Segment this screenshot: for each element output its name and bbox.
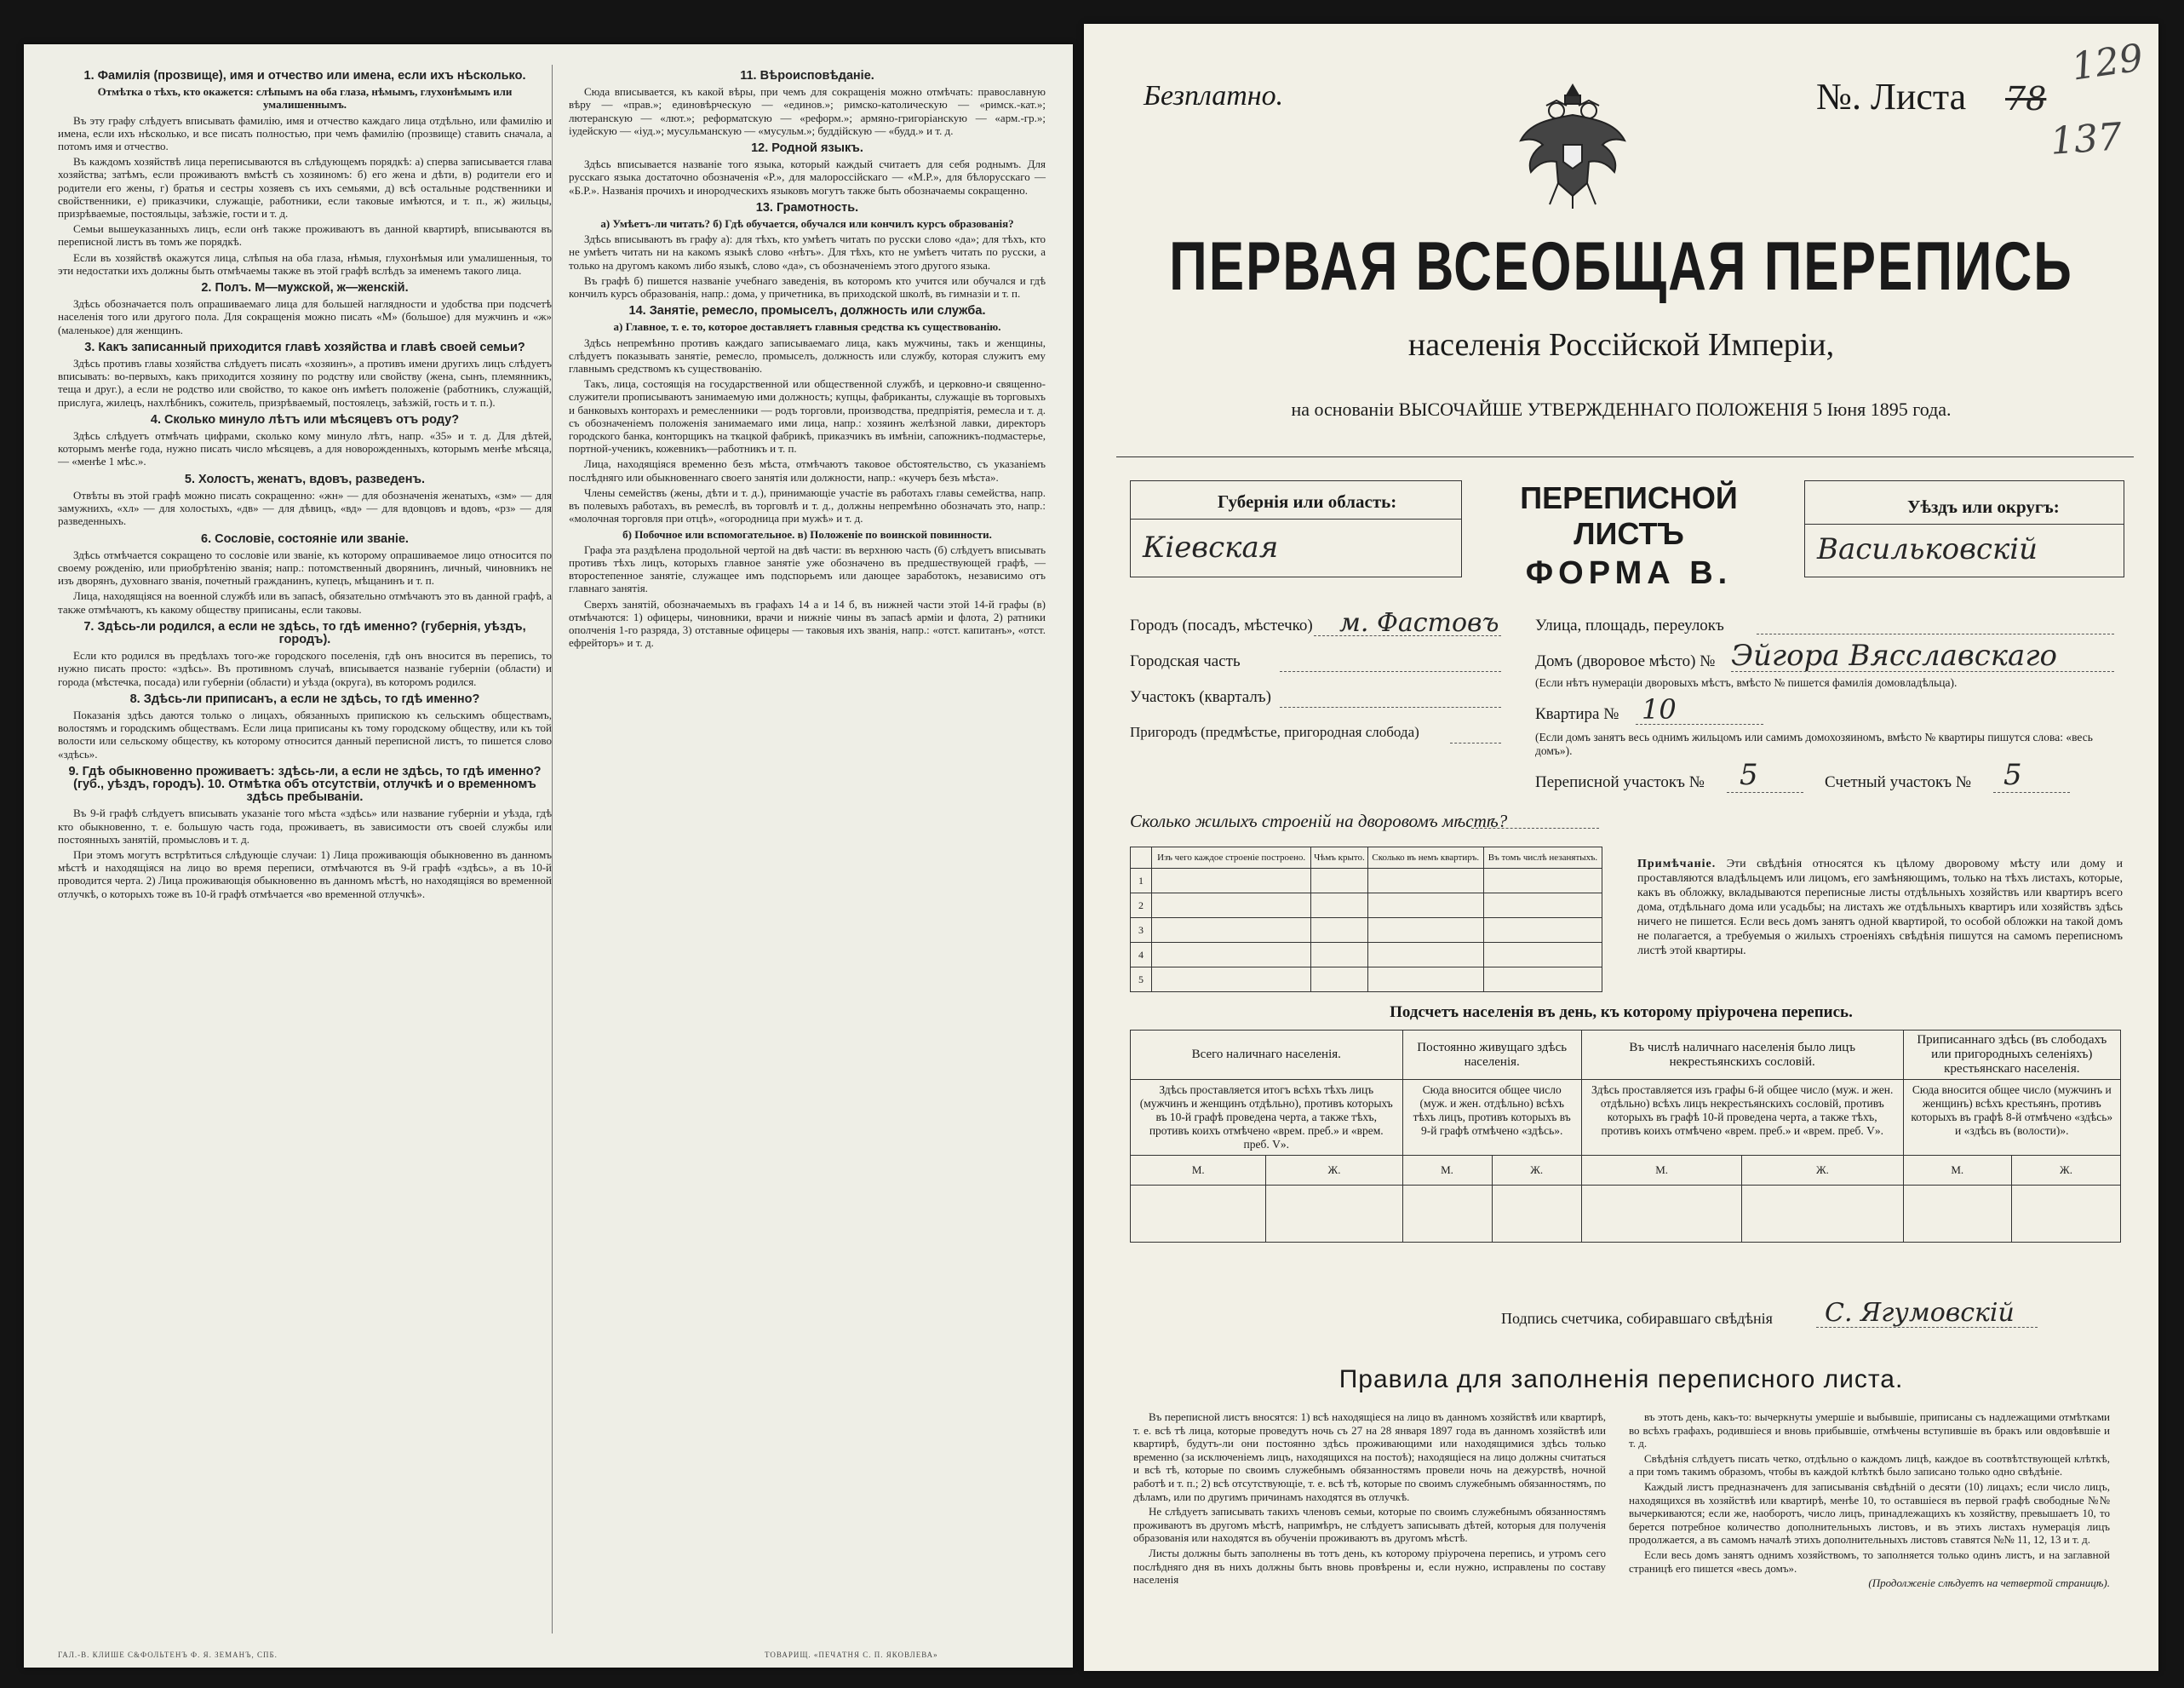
dwelling-row-number: 4 [1131,943,1152,967]
dwelling-cell [1311,967,1367,992]
section-heading: 13. Грамотность. [755,200,859,215]
dwelling-cell [1152,869,1311,893]
population-count-cell [1903,1186,2011,1243]
section-heading: 4. Сколько минуло лѣтъ или мѣсяцевъ отъ роду? [150,412,460,427]
dwelling-row-number: 1 [1131,869,1152,893]
instruction-paragraph: Члены семействъ (жены, дѣти и т. д.), принимающіе участіе въ работахъ главы семейства, напр. въ полевыхъ работахъ, въ ремеслѣ, въ торговлѣ и т. д., должны непремѣнно обозначать это, напр.: «молочная торговля при отцѣ», «огородница при мужѣ» и т. д. [569,485,1046,525]
instruction-paragraph: Здѣсь вписывается названіе того языка, который каждый считаетъ для себя роднымъ. Для русскаго языка достаточно обозначенія «Р.», для малороссійскаго — «М.Р.», для бѣлорусскаго — «Б.Р.». Названія прочихъ и инородческихъ языковъ могутъ также быть обозначаемы сокращенно. [569,158,1046,197]
apartment-value: 10 [1642,693,1677,726]
dwelling-row [1131,869,1602,893]
guberniya-box [1130,480,1462,577]
uezd-box [1804,480,2124,577]
rules-paragraph: Листы должны быть заполнены въ тотъ день, къ которому пріурочена перепись, и утромъ сего послѣдняго дня въ нихъ должны быть вновь провѣрены и, если нужно, исправлены по составу населенія [1133,1546,1606,1587]
population-count-cell [1581,1186,1742,1243]
dwelling-cell [1367,869,1483,893]
dwelling-cell [1483,869,1602,893]
sex-label: Ж. [1266,1156,1402,1186]
section-heading: 1. Фамилія (прозвище), имя и отчество или имена, если ихъ нѣсколько. [83,69,526,83]
section-heading: 3. Какъ записанный приходится главѣ хозяйства и главѣ своей семьи? [84,340,525,354]
section-subheading: б) Побочное или вспомогательное. в) Положеніе по воинской повинности. [622,527,992,541]
dwelling-cell [1367,967,1483,992]
dwelling-cell [1311,893,1367,918]
dwelling-cell [1367,893,1483,918]
section-heading: 11. Вѣроисповѣданіе. [740,69,874,83]
section-heading: 12. Родной языкъ. [751,141,863,156]
instruction-paragraph: Здѣсь отмѣчается сокращено то сословіе или званіе, къ которому опрашиваемое лицо относится по своему рожденію, или приобрѣтенію званія; напр.: потомственный дворянинъ, личный, чиновникъ не изъ дворянъ, духовнаго званія, почетный гражданинъ, купецъ, мѣщанинъ и т. п. [58,548,552,588]
instruction-paragraph: Семьи вышеуказанныхъ лицъ, если онѣ также проживаютъ въ данной квартирѣ, вписываются въ переписной листъ въ томъ же порядкѣ. [58,222,552,249]
house-value: Эйгора Вясславскаго [1731,639,2057,673]
instruction-paragraph: Здѣсь противъ главы хозяйства слѣдуетъ писать «хозяинъ», а противъ имени другихъ лицъ слѣдуетъ вписывать: во-первыхъ, какъ приходится хозяину по родству или свойству (жена, сынъ, племянникъ, теща и друг.), а если не родство или свойство, то какое онъ имѣетъ положеніе (работникъ, служащій, прислуга, жилецъ, нахлѣбникъ, сожитель, призрѣваемый, постоялецъ, заѣзжій, гость и т. п.). [58,357,552,409]
address-field-label: Городъ (посадъ, мѣстечко) [1130,617,1313,634]
dwelling-cell [1367,943,1483,967]
counting-district-value: 5 [2003,758,2022,792]
population-heading: Подсчетъ населенія въ день, къ которому пріурочена перепись. [1390,1003,1853,1021]
guberniya-label: Губернія или область: [1218,491,1397,512]
dwelling-cell [1367,918,1483,943]
rules-column-right [1629,1410,2110,1592]
sex-label: Ж. [1742,1156,1903,1186]
rules-title: Правила для заполненія переписного листа. [1338,1365,1904,1393]
dwelling-row [1131,967,1602,992]
census-district-value: 5 [1740,758,1758,792]
column-divider [552,65,553,1633]
instructions-column-right [569,65,1046,1644]
dwelling-cell [1311,869,1367,893]
dwelling-row-number: 5 [1131,967,1152,992]
population-column-description: Здѣсь проставляется итогъ всѣхъ тѣхъ лицъ (мужчинъ и женщинъ отдѣльно), противъ которыхъ въ 10-й графѣ проведена черта, а также тѣхъ, противъ коихъ отмѣчено «врем. преб.» и «врем. преб. V». [1131,1080,1403,1156]
rules-paragraph: Если весь домъ занятъ однимъ хозяйствомъ, то заполняется только одинъ листъ, и на заглавной страницѣ его пишется «весь домъ». [1629,1547,2110,1575]
rules-paragraph: въ этотъ день, какъ-то: вычеркнуты умершіе и выбывшіе, приписаны съ надлежащими отмѣтками во всѣхъ графахъ, родившіеся и вновь прибывшіе, отмѣчены вступившіе въ бракъ или овдовѣвшіе и т. д. [1629,1410,2110,1450]
population-count-cell [1402,1186,1492,1243]
section-heading: 7. Здѣсь-ли родился, а если не здѣсь, то гдѣ именно? (губернія, уѣздъ, городъ). [83,619,526,646]
instruction-paragraph: Если въ хозяйствѣ окажутся лица, слѣпыя на оба глаза, нѣмыя, глухонѣмыя или умалишенныя, то эти недостатки ихъ должны быть отмѣчаемы также въ этой графѣ вслѣдъ за именемъ такого лица. [58,250,552,277]
dwelling-cell [1152,943,1311,967]
dwelling-column-header: Изъ чего каждое строеніе построено. [1152,847,1311,869]
population-column-header: Всего наличнаго населенія. [1131,1031,1403,1080]
instruction-paragraph: Сюда вписывается, къ какой вѣры, при чемъ для сокращенія можно отмѣчать: православную вѣру — «прав.»; единовѣрческую — «единов.»; римско-католическую — «римск.-кат.»; лютеранскую — «лют.»; реформатскую — «реформ.»; армяно-григоріанскую — «арм.-гр.»; іудейскую — «іуд.»; мусульманскую — «мусульм.»; буддійскую — «будд.» и т. д. [569,85,1046,137]
address-field-line [1450,743,1501,744]
rules-paragraph: Каждый листъ предназначенъ для записыванія свѣдѣній о десяти (10) лицахъ; если число лицъ, находящихся въ хозяйствѣ или квартирѣ, менѣе 10, то оставшіеся въ первой графѣ свободные №№ вычеркиваются; если же, наоборотъ, число лицъ, принадлежащихъ къ хозяйству, превышаетъ 10, то берется потребное количество дополнительныхъ листовъ, и въ этихъ листахъ нумерація лицъ продолжается, а въ самомъ началѣ этихъ дополнительныхъ листовъ ставятся №№ 11, 12, 13 и т. д. [1629,1479,2110,1547]
population-column-header: Въ числѣ наличнаго населенія было лицъ некрестьянскихъ сословій. [1581,1031,1903,1080]
dwelling-row-number: 3 [1131,918,1152,943]
population-column-description: Здѣсь проставляется изъ графы 6-й общее число (муж. и жен. отдѣльно) всѣхъ лицъ некрестьянскихъ сословій, противъ которыхъ въ графѣ 10-й проведена черта, а также тѣхъ, противъ коихъ отмѣчено «врем. преб.» и «врем. преб. V». [1581,1080,1903,1156]
instruction-paragraph: Графа эта раздѣлена продольной чертой на двѣ части: въ верхнюю часть (б) слѣдуетъ вписывать противъ тѣхъ лицъ, которыхъ главное занятіе уже обозначено въ предшествующей графѣ, — второстепенное занятіе, служащее имъ подспорьемъ или дающее заработокъ, независимо отъ главнаго занятія. [569,543,1046,595]
dwelling-row-number: 2 [1131,893,1152,918]
house-note: (Если нѣтъ нумераціи дворовыхъ мѣстъ, вмѣсто № пишется фамилія домовладѣльца). [1535,676,1958,689]
instruction-paragraph: При этомъ могутъ встрѣтиться слѣдующіе случаи: 1) Лица проживающія обыкновенно въ данномъ мѣстѣ и находящіяся на лицо во время переписи, отмѣчаются въ 9-й графѣ «здѣсь», а въ 10-й проводится черта. 2) Лица проживающія обыкновенно въ данномъ мѣстѣ, но находящіяся во временной отлучкѣ, о которыхъ тоже въ 10-й графѣ отмѣчается «во временной отлучкѣ». [58,847,552,900]
instruction-paragraph: Въ эту графу слѣдуетъ вписывать фамилію, имя и отчество каждаго лица отдѣльно, или фамилію и имена, если ихъ нѣсколько, и все писать полностью, при чемъ фамилію (прозвище) ставить сначала, а потомъ имя и отчество. [58,113,552,153]
printer-imprint-right: ТОВАРИЩ. «ПЕЧАТНЯ С. П. ЯКОВЛЕВА» [765,1651,938,1659]
population-column-description: Сюда вносится общее число (мужчинъ и женщинъ) всѣхъ крестьянъ, противъ которыхъ въ графѣ 8-й отмѣчено «здѣсь» и «здѣсь въ (волости)». [1903,1080,2120,1156]
sex-label: М. [1581,1156,1742,1186]
free-of-charge-label: Безплатно. [1144,80,1284,112]
sheet-number-value: 78 [2005,80,2047,118]
population-count-table [1130,1030,2121,1243]
instruction-paragraph: Отвѣты въ этой графѣ можно писать сокращенно: «жн» — для обозначенія женатыхъ, «зм» — для замужнихъ, «хл» — для холостыхъ, «дв» — для дѣвицъ, «вд» — для вдовцовъ и вдовъ, «рз» — для разведенныхъ. [58,488,552,528]
note-text: Эти свѣдѣнія относятся къ цѣлому дворовому мѣсту или дому и проставляются владѣльцемъ или лицомъ, его замѣняющимъ, только на тѣхъ листахъ, которые, какъ въ обложку, вкладываются переписные листы отдѣльныхъ хозяйствъ или квартиръ всего дома, отдѣльнаго дома или усадьбы; на листахъ же отдѣльныхъ квартиръ или хозяйствъ здѣсь ничего не пишется. Если весь домъ занятъ одной квартирой, то особой обложки на такой домъ не полагается, а требуемыя о жилыхъ строеніяхъ свѣдѣнія пишутся на самомъ переписномъ листѣ этой квартиры. [1637,858,2123,957]
section-heading: 2. Полъ. М—мужской, ж—женскій. [201,281,409,296]
sex-label: Ж. [2012,1156,2121,1186]
dwelling-row [1131,918,1602,943]
section-subheading: Отмѣтка о тѣхъ, кто окажется: слѣпымъ на оба глаза, нѣмымъ, глухонѣмымъ или умалишеннымъ. [97,85,513,112]
imperial-eagle-emblem [1514,77,1631,213]
population-count-cell [1266,1186,1402,1243]
rules-paragraph: Свѣдѣнія слѣдуетъ писать четко, отдѣльно о каждомъ лицѣ, каждое въ соотвѣтствующей клѣткѣ, а при томъ такимъ образомъ, чтобы въ каждой клѣткѣ было записано только одно свѣдѣніе. [1629,1451,2110,1478]
instruction-paragraph: Сверхъ занятій, обозначаемыхъ въ графахъ 14 а и 14 б, въ нижней части этой 14-й графы (в) отмѣчаются: 1) офицеры, чиновники, врачи и нижніе чины въ запасѣ арміи и флота, 2) ратники ополченія 1-го разряда, 3) отставные офицеры — таковыя ихъ званія, напр.: «отст. капитанъ», «отст. ефрейторъ» и т. д. [569,597,1046,650]
legal-basis-line: на основаніи ВЫСОЧАЙШЕ УТВЕРЖДЕННАГО ПОЛОЖЕНІЯ 5 Іюня 1895 года. [1291,399,1952,420]
dwelling-column-header: Въ томъ числѣ незанятыхъ. [1483,847,1602,869]
instruction-paragraph: Здѣсь непремѣнно противъ каждаго записываемаго лица, какъ мужчины, такъ и женщины, слѣдуетъ показывать занятіе, ремесло, промыселъ, должность или службу, которая служитъ ему главнымъ средствомъ къ существованію. [569,336,1046,376]
section-heading: 14. Занятіе, ремесло, промыселъ, должность или служба. [628,304,986,319]
rules-paragraph: Въ переписной листъ вносятся: 1) всѣ находящіеся на лицо въ данномъ хозяйствѣ или квартирѣ, т. е. всѣ тѣ лица, которые проведутъ ночь съ 27 на 28 января 1897 года въ данномъ хозяйствѣ или квартирѣ, будутъ-ли они постоянно здѣсь проживающими или находящимися здѣсь только временно (за исключеніемъ лицъ, находящихся на постоѣ); находящіеся на лицо должны считаться и всѣ тѣ, которые по своимъ служебнымъ обязанностямъ провели ночь на дежурствѣ, ночной работѣ и т. п.; 2) всѣ отсутствующіе, т. е. всѣ тѣ, которые по своимъ служебнымъ обязанностямъ, по дѣламъ, или по другимъ причинамъ находятся въ отлучкѣ. [1133,1410,1606,1503]
counting-district-label: Счетный участокъ № [1825,773,1971,791]
dwelling-cell [1483,967,1602,992]
dwelling-cell [1152,893,1311,918]
dwelling-cell [1483,893,1602,918]
sheet-number-label: №. Листа [1816,76,1967,118]
dwelling-row [1131,943,1602,967]
dwelling-cell [1483,918,1602,943]
archive-annotation-second: 137 [2049,115,2124,164]
sex-label: М. [1131,1156,1266,1186]
street-label: Улица, площадь, переулокъ [1535,617,1724,634]
population-count-cell [2012,1186,2121,1243]
section-heading: 6. Сословіе, состояніе или званіе. [201,531,409,546]
instruction-paragraph: Если кто родился въ предѣлахъ того-же городского поселенія, гдѣ онъ вносится въ перепись, то нужно писать просто: «здѣсь». Въ противномъ случаѣ, вписывается названіе губерніи (области) и города (мѣстечка, посада) или губерніи (области) и уѣзда (округа), въ которомъ родился. [58,649,552,688]
document-subtitle: населенія Россійской Имперіи, [1407,327,1835,363]
signature-label: Подпись счетчика, собиравшаго свѣдѣнія [1501,1310,1773,1327]
instruction-paragraph: Лица, находящіяся временно безъ мѣста, отмѣчаютъ таковое обстоятельство, съ указаніемъ послѣдняго или обыкновеннаго своего занятія или должности, напр.: «кучеръ безъ мѣста». [569,457,1046,484]
uezd-value: Васильковскій [1817,532,2038,566]
dwelling-cell [1311,918,1367,943]
address-field-label: Пригородъ (предмѣстье, пригородная слобода) [1130,724,1419,740]
section-heading: 9. Гдѣ обыкновенно проживаетъ: здѣсь-ли, а если не здѣсь, то гдѣ именно? (губ., уѣздъ, городъ). 10. Отмѣтка объ отсутствіи, отлучкѣ и о временномъ здѣсь пребываніи. [68,764,542,805]
printer-imprint-left: ГАЛ.-В. КЛИШЕ С&ФОЛЬТЕНЪ Ф. Я. ЗЕМАНЪ, СПБ. [58,1651,278,1659]
census-district-label: Переписной участокъ № [1535,773,1705,791]
apartment-note: (Если домъ занятъ весь однимъ жильцомъ или самимъ домохозяиномъ, вмѣсто № квартиры пишутся слова: «весь домъ»). [1535,731,2093,757]
sex-label: М. [1402,1156,1492,1186]
instructions-page [24,44,1073,1668]
address-field-value: м. Фастовъ [1339,608,1499,638]
dwelling-row-number-header [1131,847,1152,869]
house-label: Домъ (дворовое мѣсто) № [1535,652,1716,670]
form-letter: ФОРМА В. [1525,555,1733,591]
uezd-label: Уѣздъ или округъ: [1907,497,2060,517]
instruction-paragraph: Въ каждомъ хозяйствѣ лица переписываются въ слѣдующемъ порядкѣ: а) сперва записывается глава хозяйства; затѣмъ, если проживаютъ вмѣстѣ съ хозяиномъ: б) его жена и дѣти, в) родители его и родители его жены, г) братья и сестры хозяевъ съ ихъ семьями, д) всѣ остальные родственники и свойственники, е) приказчики, служащіе, работники, если таковые имѣются, и т. п., ж) жильцы, призрѣваемые, постояльцы, заѣзжіе, гости и т. д. [58,155,552,221]
signature-value: С. Ягумовскій [1825,1298,2015,1328]
population-column-header: Постоянно живущаго здѣсь населенія. [1402,1031,1581,1080]
note-label: Примѣчаніе. [1637,858,1717,870]
census-form-page [1084,24,2158,1671]
archive-annotation-top: 129 [2068,36,2147,89]
section-subheading: а) Главное, т. е. то, которое доставляетъ главныя средства къ существованію. [613,320,1001,334]
population-count-cell [1492,1186,1581,1243]
sex-label: М. [1903,1156,2011,1186]
instruction-paragraph: Лица, находящіяся на военной службѣ или въ запасѣ, обязательно отмѣчаютъ это въ данной графѣ, а также отмѣчаютъ, къ какому обществу приписаны, если таковы. [58,589,552,616]
dwelling-cell [1483,943,1602,967]
dwelling-column-header: Сколько въ немъ квартиръ. [1367,847,1483,869]
address-field-label: Городская часть [1130,652,1241,670]
population-count-cell [1742,1186,1903,1243]
instruction-paragraph: Въ 9-й графѣ слѣдуетъ вписывать указаніе того мѣста «здѣсь» или название губерніи и уѣзда, гдѣ кто обыкновенно, т. е. большую часть года, проживаетъ, въ зависимости отъ своей службы или постоянныхъ занятій, промысловъ и т. д. [58,807,552,846]
dwellings-note [1637,857,2123,958]
address-field-label: Участокъ (кварталъ) [1130,688,1271,706]
section-heading: 8. Здѣсь-ли приписанъ, а если не здѣсь, то гдѣ именно? [129,692,480,706]
dwellings-question: Сколько жилыхъ строеній на дворовомъ мѣстѣ? [1130,811,1508,831]
apartment-label: Квартира № [1535,705,1619,723]
section-heading: 5. Холостъ, женатъ, вдовъ, разведенъ. [184,472,426,486]
instruction-paragraph: Здѣсь обозначается полъ опрашиваемаго лица для большей наглядности и удобства при подсчетѣ населенія того или другого пола. Для сокращенія можно писать «М» (большое) для мужчинъ и «ж» (маленькое) для женщинъ. [58,297,552,336]
dwelling-cell [1152,967,1311,992]
population-count-cell [1131,1186,1266,1243]
address-field-line [1280,707,1501,708]
rules-column-left [1133,1410,1606,1588]
dwelling-cell [1152,918,1311,943]
continued-note: (Продолженіе слѣдуетъ на четвертой страницѣ). [1868,1576,2110,1590]
sex-label: Ж. [1492,1156,1581,1186]
instruction-paragraph: Здѣсь вписываютъ въ графу а): для тѣхъ, кто умѣетъ читать по русски слово «да»; для тѣхъ, кто не умѣетъ читать ни на какомъ языкѣ слово «нѣтъ». Для тѣхъ, кто не умѣетъ читать по русски, а только на другомъ какомъ либо языкѣ, слово «да», съ обозначеніемъ этого другого языка. [569,233,1046,272]
form-title-block [1476,480,1782,592]
address-field-line [1280,671,1501,672]
instructions-column-left [58,65,552,1644]
guberniya-value: Кіевская [1143,531,1279,565]
population-column-description: Сюда вносится общее число (муж. и жен. отдѣльно) всѣхъ тѣхъ лицъ, противъ которыхъ въ 9-й графѣ отмѣчено «здѣсь». [1402,1080,1581,1156]
document-title: ПЕРВАЯ ВСЕОБЩАЯ ПЕРЕПИСЬ [1169,228,2073,306]
instruction-paragraph: Такъ, лица, состоящія на государственной или общественной службѣ, и церковно-и священно-служители прописываютъ занимаемую ими должность; купцы, фабриканты, служащіе въ торговыхъ и банковыхъ конторахъ и ремесленники — родъ торговли, производства, предпріятія, ремесла и т. д. съ обозначеніемъ положенія занимаемаго ими лица, напр.: хозяинъ желѣзной лавки, директоръ городского банка, конторщикъ на ткацкой фабрикѣ, приказчикъ въ имѣніи, сапожникъ-подмастерье, портной-ученикъ, кожевникъ—работникъ и т. п. [569,377,1046,456]
instruction-paragraph: Здѣсь слѣдуетъ отмѣчать цифрами, сколько кому минуло лѣтъ, напр. «35» и т. д. Для дѣтей, которымъ менѣе года, нужно писать число мѣсяцевъ, а для новорожденныхъ, которымъ менѣе мѣсяца, — «менѣе 1 мѣс.». [58,429,552,468]
form-title: ПЕРЕПИСНОЙ ЛИСТЪ [1520,480,1738,551]
section-subheading: а) Умѣетъ-ли читать? б) Гдѣ обучается, обучался или кончилъ курсъ образованія? [600,217,1014,231]
rules-paragraph: Не слѣдуетъ записывать такихъ членовъ семьи, которые по своимъ служебнымъ обязанностямъ проживаютъ въ другомъ мѣстѣ, напримѣръ, не слѣдуетъ записывать дѣтей, которыя для полученія образованія или находятся въ обученіи проживаютъ въ другомъ мѣстѣ. [1133,1505,1606,1545]
population-column-header: Приписаннаго здѣсь (въ слободахъ или пригородныхъ селеніяхъ) крестьянскаго населенія. [1903,1031,2120,1080]
dwelling-row [1131,893,1602,918]
instruction-paragraph: Показанія здѣсь даются только о лицахъ, обязанныхъ припискою къ сельскимъ обществамъ, волостямъ и городскимъ обществамъ. Если лица приписаны къ тому городскому обществу, или къ той волости или сельскому обществу, къ которому относится данный переписной листъ, то пишется слово «здѣсь». [58,708,552,761]
dwelling-cell [1311,943,1367,967]
instruction-paragraph: Въ графѣ б) пишется названіе учебнаго заведенія, въ которомъ кто учится или обучался и гдѣ кончилъ курсъ образованія, напр.: дома, у причетника, въ приходской школѣ, въ гимназіи и т. п. [569,273,1046,301]
dwellings-table [1130,847,1602,992]
dwelling-column-header: Чѣмъ крыто. [1311,847,1367,869]
divider-rule [1116,456,2134,457]
